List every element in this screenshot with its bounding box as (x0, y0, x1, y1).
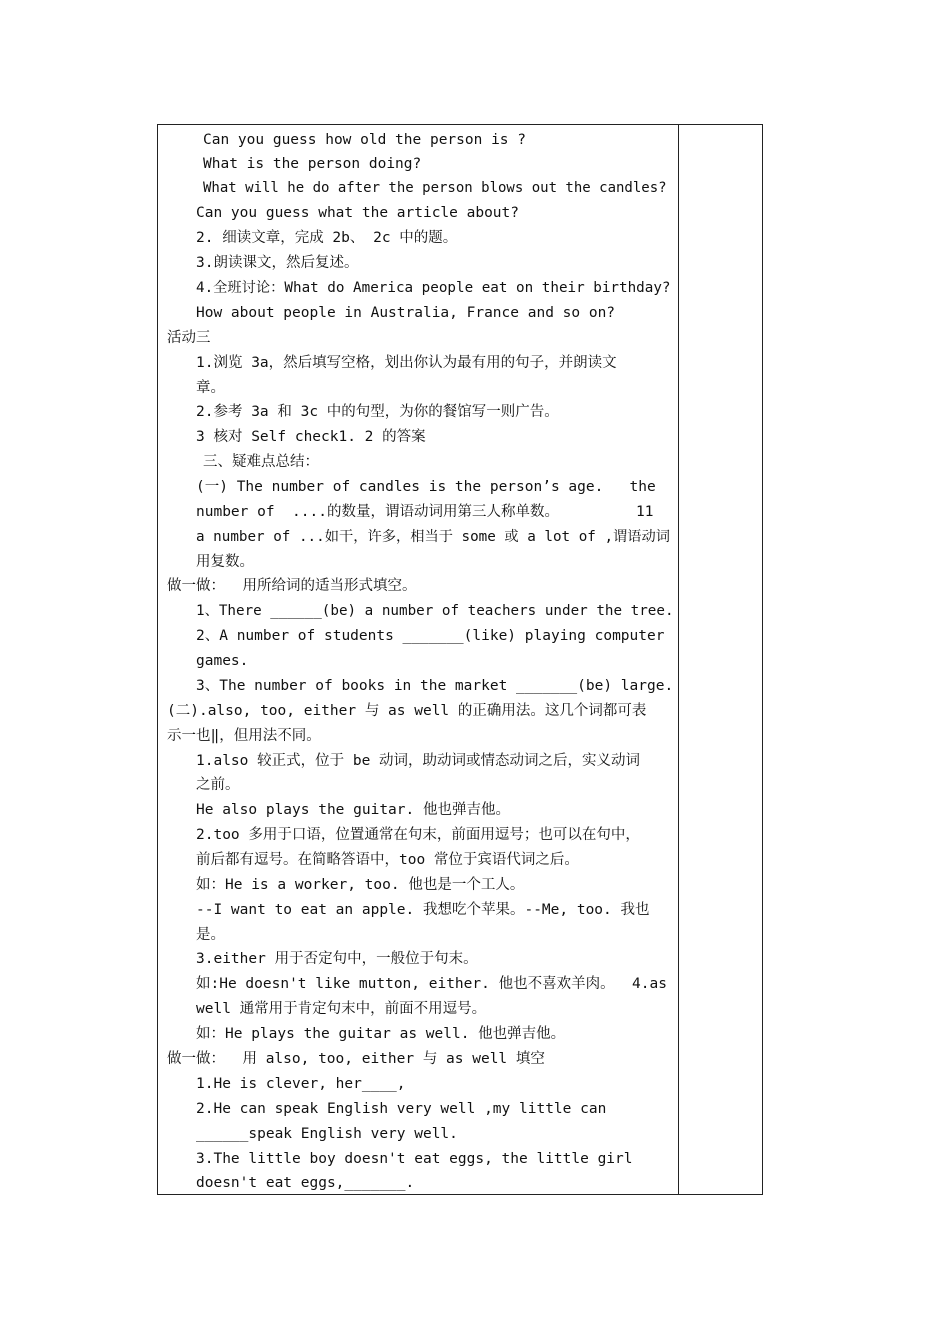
exercise-item: 2、A number of students _______(like) playing computer (196, 628, 665, 644)
text-line: What will he do after the person blows out the candles? (203, 180, 667, 196)
text-line: 如:He doesn't like mutton, either. 他也不喜欢羊肉。 4.as (196, 976, 667, 992)
text-line: --I want to eat an apple. 我想吃个苹果。--Me, too. 我也 (196, 902, 650, 918)
text-line: How about people in Australia, France and so on? (196, 305, 616, 321)
text-line: He also plays the guitar. 他也弹吉他。 (196, 802, 510, 818)
text-line: What is the person doing? (203, 156, 422, 172)
exercise-item: 1、There ______(be) a number of teachers under the tree. (196, 603, 674, 619)
text-line: 如：He plays the guitar as well. 他也弹吉他。 (196, 1026, 566, 1042)
document-table (157, 124, 763, 1195)
text-line: 是。 (196, 927, 225, 943)
text-line: 2. 细读文章，完成 2b、 2c 中的题。 (196, 230, 458, 246)
text-line: 1.also 较正式，位于 be 动词，助动词或情态动词之后，实义动词 (196, 753, 641, 769)
text-line: 1.浏览 3a，然后填写空格，划出你认为最有用的句子，并朗读文 (196, 355, 617, 371)
text-line: Can you guess how old the person is ? (203, 132, 527, 148)
exercise-item: doesn't eat eggs,_______. (196, 1175, 415, 1191)
notes-cell (679, 125, 762, 1194)
text-line: 4.全班讨论：What do America people eat on their birthday? (196, 280, 671, 296)
exercise-heading: 做一做： 用 also, too, either 与 as well 填空 (167, 1051, 545, 1067)
text-line: 2.参考 3a 和 3c 中的句型，为你的餐馆写一则广告。 (196, 404, 559, 420)
exercise-item: ______speak English very well. (196, 1126, 458, 1142)
page-number: 11 (636, 504, 654, 520)
text-line: 3 核对 Self check1. 2 的答案 (196, 429, 426, 445)
text-line: number of ....的数量，谓语动词用第三人称单数。 (196, 504, 559, 520)
exercise-item: 3、The number of books in the market _______(be) large. (196, 678, 674, 694)
section-heading: 活动三 (167, 330, 211, 346)
text-line: a number of ...如干，许多，相当于 some 或 a lot of ,谓语动词 (196, 529, 671, 545)
text-line: well 通常用于肯定句末中，前面不用逗号。 (196, 1001, 487, 1017)
text-line: (一) The number of candles is the person’s age. the (196, 479, 656, 495)
text-line: 3.朗读课文，然后复述。 (196, 255, 359, 271)
text-line: 2.too 多用于口语，位置通常在句末，前面用逗号；也可以在句中， (196, 827, 640, 843)
content-cell (158, 125, 678, 1194)
text-line: 示一也‖，但用法不同。 (167, 728, 321, 744)
exercise-item: 2.He can speak English very well ,my little can (196, 1101, 607, 1117)
text-line: 3.either 用于否定句中，一般位于句末。 (196, 951, 478, 967)
exercise-item: 1.He is clever, her____, (196, 1076, 406, 1092)
exercise-item: games. (196, 653, 249, 669)
text-line: 之前。 (196, 777, 240, 793)
text-line: 章。 (196, 380, 225, 396)
exercise-heading: 做一做： 用所给词的适当形式填空。 (167, 578, 417, 594)
text-line: Can you guess what the article about? (196, 205, 520, 221)
exercise-item: 3.The little boy doesn't eat eggs, the little girl (196, 1151, 633, 1167)
text-line: 用复数。 (196, 554, 254, 570)
text-line: 前后都有逗号。在简略答语中，too 常位于宾语代词之后。 (196, 852, 579, 868)
section-heading: 三、疑难点总结： (203, 454, 319, 470)
text-line: 如：He is a worker, too. 他也是一个工人。 (196, 877, 525, 893)
text-line: (二).also, too, either 与 as well 的正确用法。这几个词都可表 (167, 703, 647, 719)
